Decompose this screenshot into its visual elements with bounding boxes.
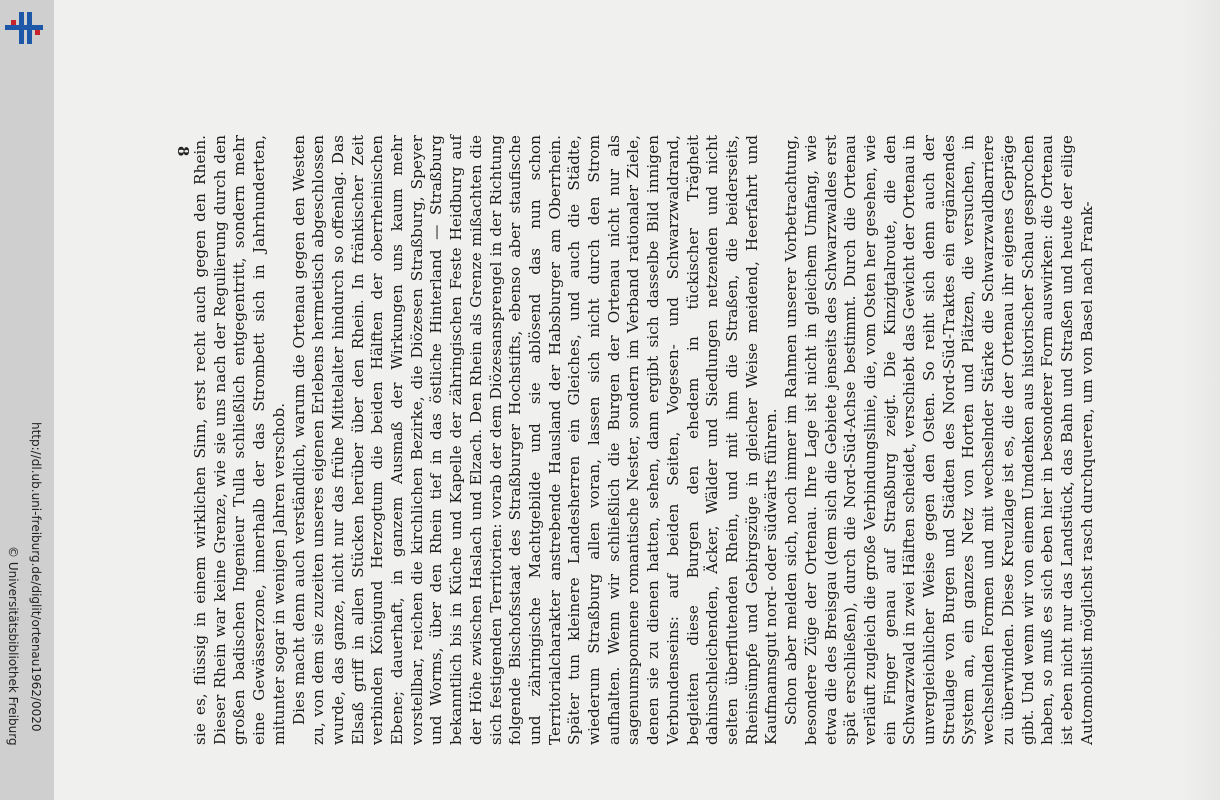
- scanned-page: [54, 0, 1220, 800]
- paragraph: Dies macht denn auch verständlich, warum die Ortenau gegen den Westen zu, von dem sie zuzeiten unseres eigenen Erlebens hermetisch abgeschlossen wurde, das ganze, nicht nur das frühe Mittelalter hindurch so offenlag. Das Elsaß griff in allen Stücken herüber über den Rhein. In fränkischer Zeit verbinden Königund Herzogtum die beiden Hälften der oberrheinischen Ebene; dauerhaft, in ganzem Ausmaß der Wirkungen uns kaum mehr vorstellbar, reichen die kirchlichen Bezirke, die Diözesen Straßburg, Speyer und Worms, über den Rhein tief in das östliche Hinterland — Straßburg bekanntlich bis in Küche und Kapelle der zähringischen Feste Heidburg auf der Höhe zwischen Haslach und Elzach. Den Rhein als Grenze mißachten die sich festigenden Territorien: vorab der dem Diözesansprengel in der Richtung folgende Bischofsstaat des Straßburger Hochstifts, ebenso aber staufische und zähringische Machtgebilde und sie ablösend das nun schon Territorialcharakter anstrebende Hausland der Habsburger am Oberrhein. Später tun kleinere Landesherren ein Gleiches, und auch die Städte, wiederum Straßburg allen voran, lassen sich nicht durch den Strom aufhalten. Wenn wir schließlich die Burgen der Ortenau nicht nur als sagenumsponnene romantische Nester, sondern im Verband rationaler Ziele, denen sie zu dienen hatten, sehen, dann ergibt sich dasselbe Bild innigen Verbundenseins: auf beiden Seiten, Vogesen- und Schwarzwaldrand, begleiten diese Burgen den ehedem in tückischer Trägheit dahinschleichenden, Äcker, Wälder und Siedlungen netzenden und nicht selten überflutenden Rhein, und mit ihm die Straßen, die beiderseits, Rheinsümpfe und Gebirgszüge in gleicher Weise meidend, Heerfahrt und Kaufmannsgut nord- oder südwärts führen.: [289, 135, 781, 745]
- copyright-notice: © Universitätsbibliothek Freiburg: [6, 546, 20, 746]
- paragraph: sie es, flüssig in einem wirklichen Sinn, erst recht auch gegen den Rhein. Dieser Rhein war keine Grenze, wie sie uns nach der Regulierung durch den großen badischen Ingenieur Tulla schließlich entgegentritt, sondern mehr eine Gewässerzone, innerhalb der das Strombett sich in Jahrhunderten, mitunter sogar in wenigen Jahren verschob.: [191, 135, 288, 745]
- source-url[interactable]: http://dl.ub.uni-freiburg.de/diglit/ortenau1962/0020: [29, 422, 43, 732]
- viewer-sidebar: [0, 0, 55, 800]
- page-text-block: [191, 135, 1097, 745]
- university-library-logo-icon[interactable]: [3, 6, 47, 50]
- paragraph: Schon aber melden sich, noch immer im Rahmen unserer Vorbetrachtung, besondere Züge der Ortenau. Ihre Lage ist nicht in gleichem Umfang, wie etwa die des Breisgau (dem sich die Gebiete jenseits des Schwarzwaldes erst spät erschließen), durch die Nord-Süd-Achse bestimmt. Durch die Ortenau verläuft zugleich die große Verbindungslinie, die, vom Osten her gesehen, wie ein Finger genau auf Straßburg zeigt. Die Kinzigtalroute, die den Schwarzwald in zwei Hälften scheidet, verschiebt das Gewicht der Ortenau in unvergleichlicher Weise gegen den Osten. So reiht sich denn auch der Streulage von Burgen und Städten des Nord-Süd-Traktes ein ergänzendes System an, ein ganzes Netz von Horten und Plätzen, die versuchen, in wechselnden Formen und mit wechselnder Stärke die Schwarzwaldbarriere zu überwinden. Diese Kreuzlage ist es, die der Ortenau ihr eigenes Gepräge gibt. Und wenn wir von einem Umdenken aus historischer Schau gesprochen haben, so muß es sich eben hier in besonderer Form auswirken: die Ortenau ist eben nicht nur das Landstück, das Bahn und Straßen und heute der eilige Automobilist möglichst rasch durchqueren, um von Basel nach Frank-: [782, 135, 1096, 745]
- page-edge-shadow: [1180, 0, 1220, 800]
- page-number: 8: [174, 146, 192, 157]
